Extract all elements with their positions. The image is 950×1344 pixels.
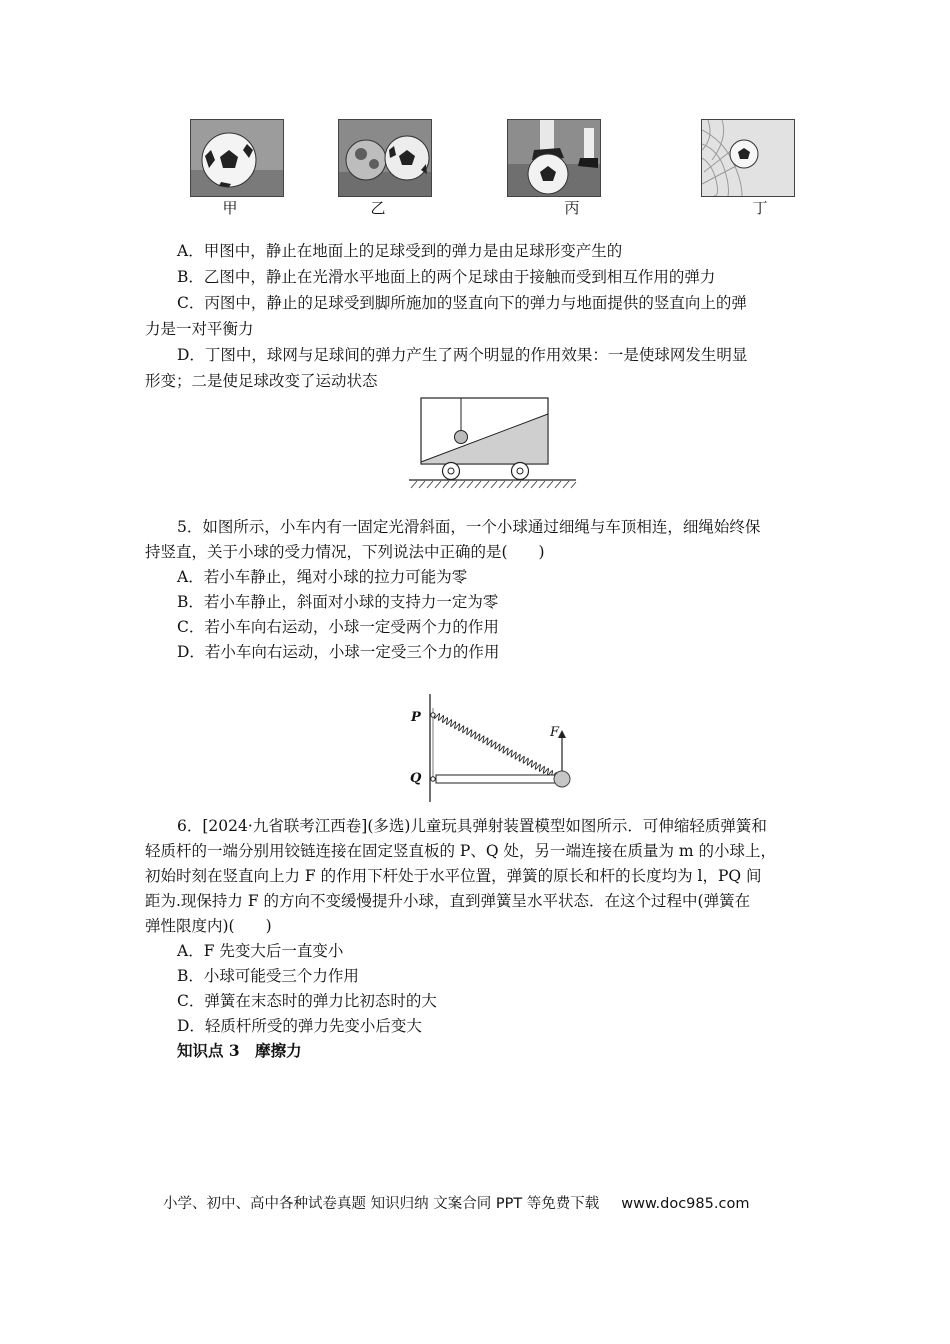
q6-stem-cont: 弹性限度内)( ): [145, 917, 272, 935]
photo-jia: [190, 119, 284, 197]
photo-caption: 甲: [222, 199, 238, 217]
q6-option-b: B．小球可能受三个力作用: [177, 967, 359, 985]
q4-option-a: A．甲图中，静止在地面上的足球受到的弹力是由足球形变产生的: [177, 242, 623, 260]
label-f: F: [550, 725, 560, 740]
q6-stem: 6．[2024·九省联考江西卷](多选)儿童玩具弹射装置模型如图所示．可伸缩轻质弹簧和: [177, 817, 767, 835]
q4-option-c: C．丙图中，静止的足球受到脚所施加的竖直向下的弹力与地面提供的竖直向上的弹: [177, 294, 747, 312]
photo-caption: 丁: [752, 199, 768, 217]
q5-option-c: C．若小车向右运动，小球一定受两个力的作用: [177, 618, 499, 636]
photo-ding: [701, 119, 795, 197]
photo-caption: 乙: [370, 199, 386, 217]
q5-option-a: A．若小车静止，绳对小球的拉力可能为零: [177, 568, 468, 586]
q5-option-d: D．若小车向右运动，小球一定受三个力的作用: [177, 643, 500, 661]
spring: [434, 714, 556, 778]
section-heading: 知识点 3 摩擦力: [177, 1041, 302, 1060]
label-q: Q: [410, 771, 422, 786]
two-balls-on-floor-icon: [339, 120, 431, 196]
photo-bing: [507, 119, 601, 197]
label-p: P: [411, 710, 421, 725]
q4-option-d: D．丁图中，球网与足球间的弹力产生了两个明显的作用效果：一是使球网发生明显: [177, 346, 748, 364]
footer-text: 小学、初中、高中各种试卷真题 知识归纳 文案合同 PPT 等免费下载: [163, 1196, 600, 1212]
q4-option-d-cont: 形变；二是使足球改变了运动状态: [145, 372, 378, 390]
spring-launcher-figure: [400, 690, 585, 805]
q5-stem: 5．如图所示，小车内有一固定光滑斜面，一个小球通过细绳与车顶相连，细绳始终保: [177, 518, 761, 536]
footer-site-link[interactable]: www.doc985.com: [621, 1196, 750, 1212]
q4-option-c-cont: 力是一对平衡力: [145, 320, 254, 338]
photo-yi: [338, 119, 432, 197]
footer: [163, 1192, 749, 1213]
soccer-ball-on-grass-icon: [191, 120, 283, 196]
q6-option-d: D．轻质杆所受的弹力先变小后变大: [177, 1017, 422, 1035]
foot-stepping-on-ball-icon: [508, 120, 600, 196]
q5-stem-cont: 持竖直，关于小球的受力情况，下列说法中正确的是( ): [145, 543, 545, 561]
q4-option-b: B．乙图中，静止在光滑水平地面上的两个足球由于接触而受到相互作用的弹力: [177, 268, 716, 286]
q6-stem-cont: 轻质杆的一端分别用铰链连接在固定竖直板的 P、Q 处，另一端连接在质量为 m 的小球上，: [145, 842, 777, 860]
ball-in-net-icon: [702, 120, 794, 196]
q6-option-c: C．弹簧在末态时的弹力比初态时的大: [177, 992, 437, 1010]
cart-incline-figure: [405, 394, 580, 494]
q5-option-b: B．若小车静止，斜面对小球的支持力一定为零: [177, 593, 499, 611]
photo-caption: 丙: [564, 199, 580, 217]
q6-stem-cont: 距为.现保持力 F 的方向不变缓慢提升小球，直到弹簧呈水平状态．在这个过程中(弹簧在: [145, 892, 751, 910]
q6-stem-cont: 初始时刻在竖直向上力 F 的作用下杆处于水平位置，弹簧的原长和杆的长度均为 l，PQ 间: [145, 867, 762, 885]
q6-option-a: A．F 先变大后一直变小: [177, 942, 344, 960]
